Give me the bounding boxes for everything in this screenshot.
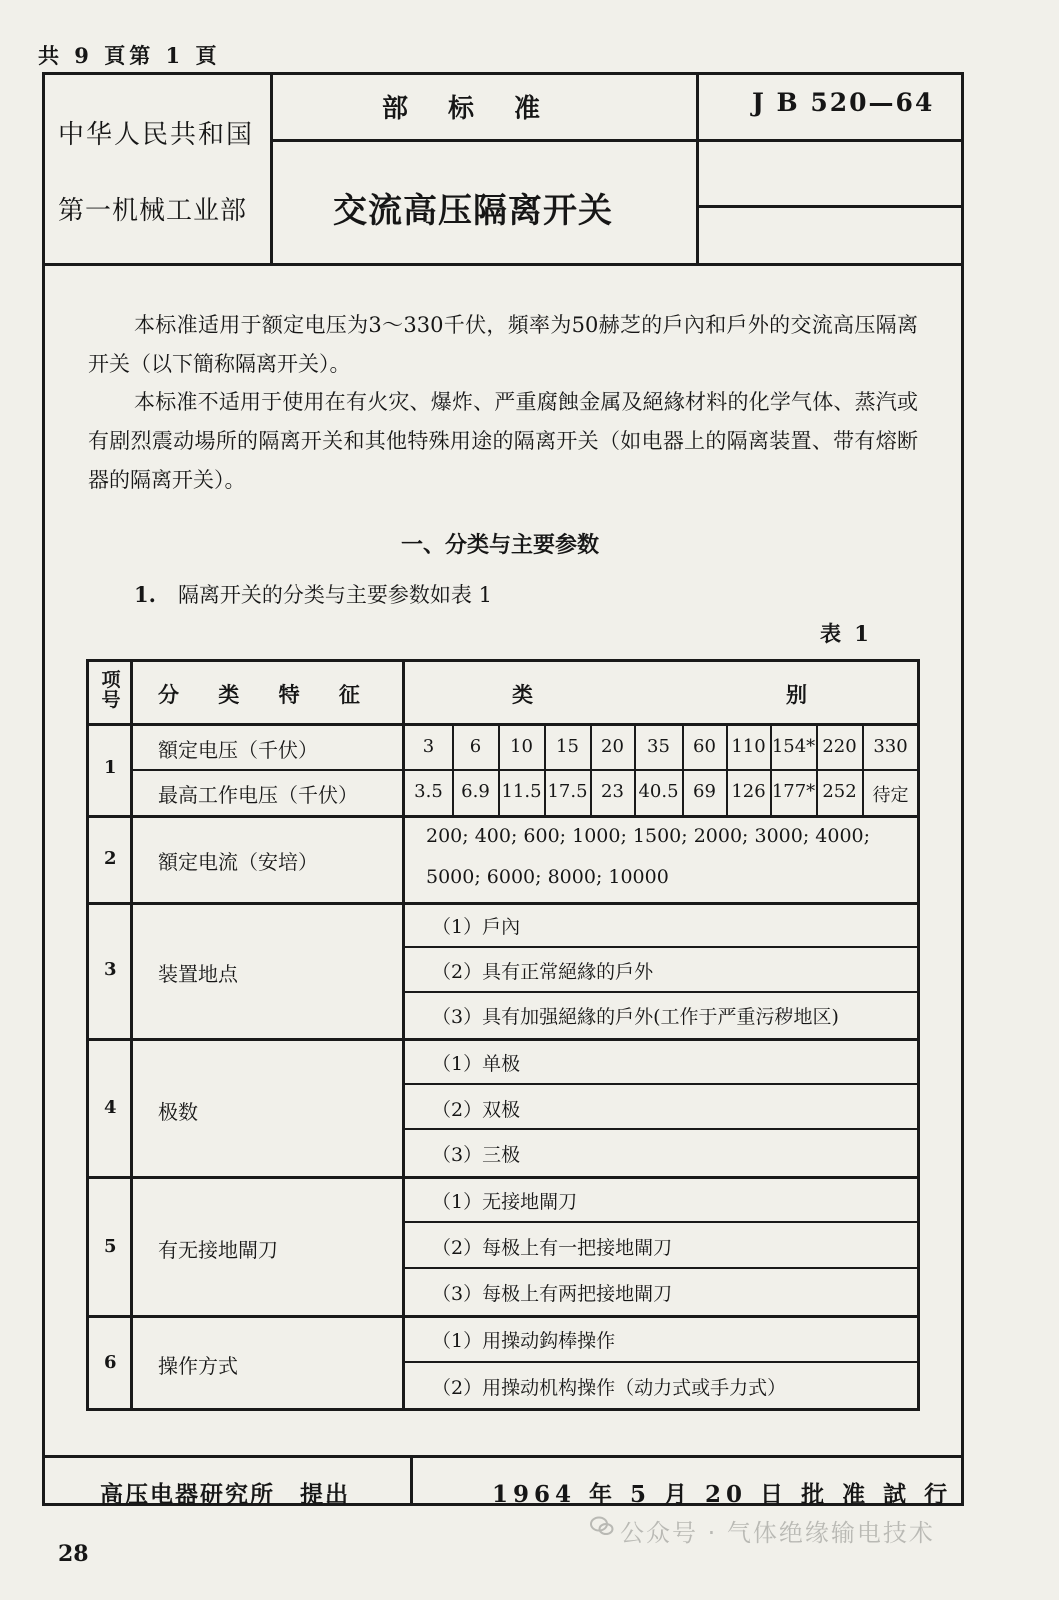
rated-voltage-value: 6 bbox=[469, 736, 482, 757]
max-voltage-value: 3.5 bbox=[414, 781, 443, 802]
table-gridline bbox=[404, 1267, 918, 1269]
row-number: 3 bbox=[104, 959, 117, 980]
header-divider bbox=[44, 263, 962, 266]
row-number: 6 bbox=[104, 1352, 117, 1373]
table-gridline bbox=[404, 1083, 918, 1085]
option-item: （1）单极 bbox=[432, 1053, 521, 1075]
option-item: （1）用操动鈎棒操作 bbox=[432, 1330, 616, 1352]
table-gridline bbox=[132, 769, 918, 771]
table-gridline bbox=[88, 1038, 918, 1041]
standard-type: 部标准 bbox=[382, 94, 581, 124]
header-category-right: 别 bbox=[786, 682, 807, 707]
page-counter: 共 9 頁第 1 頁 bbox=[38, 43, 221, 68]
table-gridline bbox=[404, 946, 918, 948]
clause-text: 隔离开关的分类与主要参数如表 1 bbox=[177, 583, 492, 607]
exclusion-paragraph: 本标准不适用于使用在有火灾、爆炸、严重腐蝕金属及絕緣材料的化学气体、蒸汽或有剧烈震动場所的隔离开关和其他特殊用途的隔离开关（如电器上的隔离装置、带有熔断器的隔离开关）。 bbox=[88, 390, 918, 492]
table-gridline bbox=[130, 661, 133, 1409]
header-divider bbox=[698, 139, 962, 142]
row-number: 1 bbox=[104, 757, 117, 778]
header-feature: 分 类 特 征 bbox=[158, 682, 376, 707]
max-voltage-value: 126 bbox=[731, 781, 766, 802]
rated-voltage-value: 60 bbox=[693, 736, 716, 757]
option-item: （2）具有正常絕緣的戶外 bbox=[432, 961, 654, 983]
header-divider bbox=[696, 74, 699, 266]
table-gridline bbox=[88, 1315, 918, 1318]
feature-rated-voltage: 額定电压（千伏） bbox=[158, 738, 318, 762]
option-item: （1）无接地閘刀 bbox=[432, 1191, 578, 1213]
rated-voltage-value: 3 bbox=[422, 736, 435, 757]
table-gridline bbox=[404, 991, 918, 993]
option-item: （1）戶內 bbox=[432, 916, 521, 938]
clause-number: 1. bbox=[134, 582, 156, 607]
row-number: 2 bbox=[104, 848, 117, 869]
wechat-icon bbox=[590, 1514, 614, 1538]
option-item: （2）用操动机构操作（动力式或手力式） bbox=[432, 1377, 787, 1399]
max-voltage-value: 23 bbox=[601, 781, 624, 802]
table-gridline bbox=[402, 661, 405, 1409]
option-item: （3）具有加强絕緣的戶外(工作于严重污秽地区) bbox=[432, 1006, 839, 1028]
scope-paragraph: 本标准适用于额定电压为3～330千伏，頻率为50赫芝的戶內和戶外的交流高压隔离开关（以下簡称隔离开关）。 bbox=[88, 313, 918, 376]
proposing-institute: 高压电器研究所 提出 bbox=[100, 1481, 350, 1508]
option-item: （2）每极上有一把接地閘刀 bbox=[432, 1237, 673, 1259]
max-voltage-value: 待定 bbox=[872, 785, 909, 806]
rated-voltage-value: 330 bbox=[873, 736, 908, 757]
header-category-left: 类 bbox=[512, 682, 533, 707]
header-divider bbox=[270, 74, 273, 266]
option-item: （3）三极 bbox=[432, 1144, 521, 1166]
rated-voltage-value: 154* bbox=[771, 736, 816, 757]
max-voltage-value: 6.9 bbox=[461, 781, 490, 802]
table-gridline bbox=[88, 815, 918, 818]
rated-voltage-value: 110 bbox=[731, 736, 766, 757]
max-voltage-value: 69 bbox=[693, 781, 716, 802]
max-voltage-value: 252 bbox=[822, 781, 857, 802]
table-label: 表 1 bbox=[820, 621, 872, 646]
feature-max-voltage: 最高工作电压（千伏） bbox=[158, 783, 358, 807]
footer-divider bbox=[44, 1455, 962, 1458]
table-gridline bbox=[88, 1176, 918, 1179]
feature-installation-site: 装置地点 bbox=[158, 962, 238, 986]
rated-voltage-value: 10 bbox=[510, 736, 533, 757]
feature-operation-mode: 操作方式 bbox=[158, 1354, 238, 1378]
table-gridline bbox=[404, 1361, 918, 1363]
approval-date: 1964 年 5 月 20 日 批 准 試 行 bbox=[492, 1481, 953, 1508]
max-voltage-value: 11.5 bbox=[501, 781, 542, 802]
feature-rated-current: 額定电流（安培） bbox=[158, 850, 318, 874]
standard-code: J B 520—64 bbox=[752, 88, 935, 117]
document-title: 交流高压隔离开关 bbox=[333, 191, 613, 231]
rated-voltage-value: 35 bbox=[647, 736, 670, 757]
rated-voltage-value: 220 bbox=[822, 736, 857, 757]
issuing-ministry: 第一机械工业部 bbox=[58, 196, 248, 226]
option-item: （2）双极 bbox=[432, 1099, 521, 1121]
header-divider bbox=[698, 205, 962, 208]
table-gridline bbox=[88, 902, 918, 905]
watermark: 公众号 · 气体绝缘输电技术 bbox=[620, 1519, 935, 1547]
rated-voltage-value: 20 bbox=[601, 736, 624, 757]
header-divider bbox=[272, 139, 698, 142]
row-number: 4 bbox=[104, 1097, 117, 1118]
max-voltage-value: 17.5 bbox=[547, 781, 588, 802]
current-values-line: 5000; 6000; 8000; 10000 bbox=[426, 866, 669, 888]
rated-voltage-value: 15 bbox=[556, 736, 579, 757]
footer-divider bbox=[410, 1457, 413, 1505]
max-voltage-value: 177* bbox=[771, 781, 816, 802]
page-number: 28 bbox=[58, 1541, 89, 1567]
header-item-no: 项号 bbox=[101, 669, 121, 711]
issuing-country: 中华人民共和国 bbox=[58, 120, 255, 150]
row-number: 5 bbox=[104, 1236, 117, 1257]
max-voltage-value: 40.5 bbox=[638, 781, 679, 802]
clause-1 bbox=[134, 579, 492, 609]
feature-earthing-blade: 有无接地閘刀 bbox=[158, 1238, 278, 1262]
table-gridline bbox=[404, 1128, 918, 1130]
current-values-line: 200; 400; 600; 1000; 1500; 2000; 3000; 4000; bbox=[426, 825, 871, 847]
option-item: （3）每极上有两把接地閘刀 bbox=[432, 1283, 673, 1305]
feature-poles: 极数 bbox=[158, 1100, 198, 1124]
table-gridline bbox=[404, 1221, 918, 1223]
section-heading: 一、分类与主要参数 bbox=[400, 532, 599, 558]
table-gridline bbox=[88, 723, 918, 726]
